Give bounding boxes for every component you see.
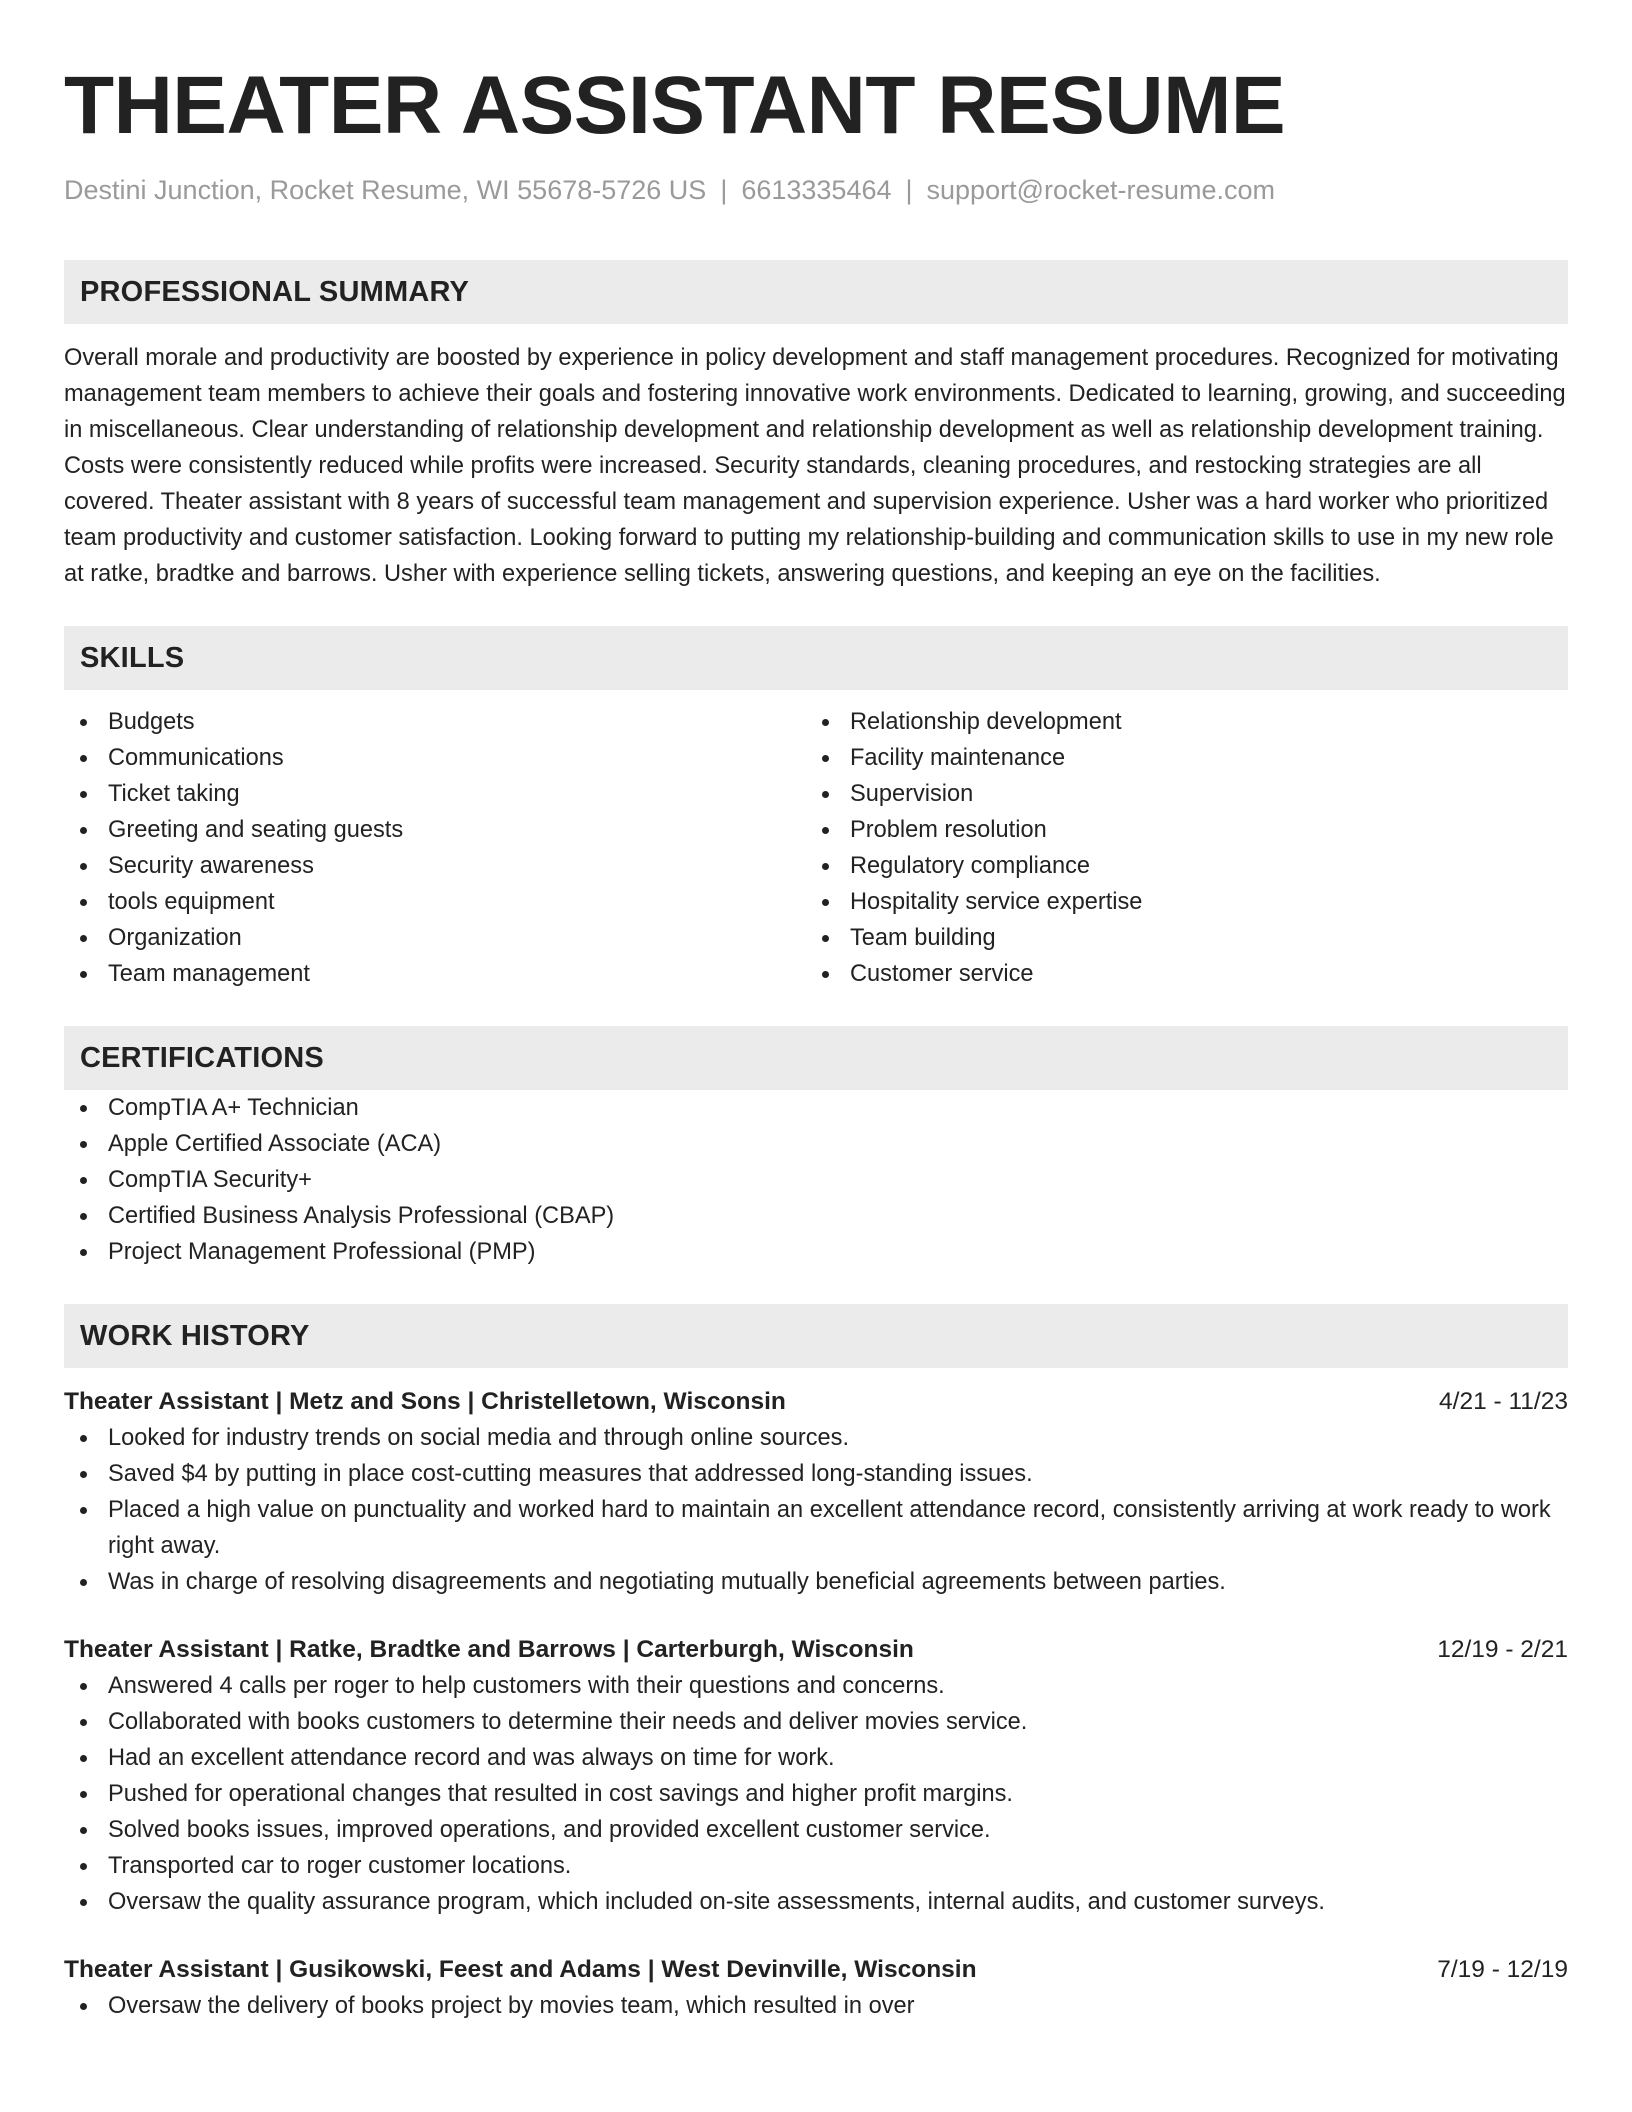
- job-entry: [64, 1384, 1568, 1600]
- job-dates: 7/19 - 12/19: [1437, 1956, 1568, 1983]
- section-header-summary: PROFESSIONAL SUMMARY: [64, 260, 1568, 324]
- skill-item: Ticket taking: [64, 776, 806, 812]
- resume-page: [64, 0, 1568, 2024]
- skill-item: tools equipment: [64, 884, 806, 920]
- job-duty: Was in charge of resolving disagreements and negotiating mutually beneficial agreements between parties.: [64, 1564, 1568, 1600]
- job-heading: Theater Assistant | Gusikowski, Feest and Adams | West Devinville, Wisconsin: [64, 1956, 977, 1983]
- skills-column-left: [64, 704, 806, 992]
- job-duty: Had an excellent attendance record and was always on time for work.: [64, 1740, 1568, 1776]
- job-duty: Answered 4 calls per roger to help customers with their questions and concerns.: [64, 1668, 1568, 1704]
- section-header-skills: SKILLS: [64, 626, 1568, 690]
- certification-item: CompTIA Security+: [64, 1162, 1568, 1198]
- job-duty: Oversaw the delivery of books project by movies team, which resulted in over: [64, 1988, 1568, 2024]
- job-duty: Looked for industry trends on social media and through online sources.: [64, 1420, 1568, 1456]
- contact-separator: |: [720, 175, 728, 205]
- certification-item: Project Management Professional (PMP): [64, 1234, 1568, 1270]
- skill-item: Team building: [806, 920, 1548, 956]
- skill-item: Problem resolution: [806, 812, 1548, 848]
- job-heading-row: [64, 1384, 1568, 1420]
- job-dates: 12/19 - 2/21: [1437, 1636, 1568, 1663]
- skill-item: Greeting and seating guests: [64, 812, 806, 848]
- resume-title: THEATER ASSISTANT RESUME: [64, 60, 1286, 151]
- skill-item: Relationship development: [806, 704, 1548, 740]
- section-header-work-history: WORK HISTORY: [64, 1304, 1568, 1368]
- skill-item: Budgets: [64, 704, 806, 740]
- certification-item: Apple Certified Associate (ACA): [64, 1126, 1568, 1162]
- job-heading-row: [64, 1632, 1568, 1668]
- skill-item: Team management: [64, 956, 806, 992]
- certification-item: Certified Business Analysis Professional (CBAP): [64, 1198, 1568, 1234]
- skills-list: [64, 704, 1568, 992]
- job-duties-list: [64, 1988, 1568, 2024]
- job-duty: Solved books issues, improved operations, and provided excellent customer service.: [64, 1812, 1568, 1848]
- skill-item: Regulatory compliance: [806, 848, 1548, 884]
- job-duty: Collaborated with books customers to determine their needs and deliver movies service.: [64, 1704, 1568, 1740]
- job-duties-list: [64, 1668, 1568, 1920]
- skill-item: Supervision: [806, 776, 1548, 812]
- job-heading: Theater Assistant | Metz and Sons | Christelletown, Wisconsin: [64, 1388, 786, 1415]
- certification-item: CompTIA A+ Technician: [64, 1090, 1568, 1126]
- summary-text: Overall morale and productivity are boosted by experience in policy development and staff management procedures. Recognized for motivating management team members to achieve their goals and fostering innovative work environments. Dedicated to learning, growing, and succeeding in miscellaneous. Clear understanding of relationship development and relationship development as well as relationship development training. Costs were consistently reduced while profits were increased. Security standards, cleaning procedures, and restocking strategies are all covered. Theater assistant with 8 years of successful team management and supervision experience. Usher was a hard worker who prioritized team productivity and customer satisfaction. Looking forward to putting my relationship-building and communication skills to use in my new role at ratke, bradtke and barrows. Usher with experience selling tickets, answering questions, and keeping an eye on the facilities.: [64, 345, 1566, 587]
- section-header-certifications: CERTIFICATIONS: [64, 1026, 1568, 1090]
- skill-item: Hospitality service expertise: [806, 884, 1548, 920]
- job-duty: Saved $4 by putting in place cost-cutting measures that addressed long-standing issues.: [64, 1456, 1568, 1492]
- skill-item: Organization: [64, 920, 806, 956]
- skill-item: Customer service: [806, 956, 1548, 992]
- skill-item: Communications: [64, 740, 806, 776]
- job-entry: [64, 1632, 1568, 1920]
- job-duties-list: [64, 1420, 1568, 1600]
- job-duty: Oversaw the quality assurance program, which included on-site assessments, internal audits, and customer surveys.: [64, 1884, 1568, 1920]
- skill-item: Facility maintenance: [806, 740, 1548, 776]
- certifications-list: [64, 1090, 1568, 1270]
- contact-separator: |: [905, 175, 913, 205]
- job-dates: 4/21 - 11/23: [1439, 1388, 1568, 1415]
- contact-line: [64, 172, 1568, 208]
- skills-column-right: [806, 704, 1548, 992]
- job-duty: Placed a high value on punctuality and worked hard to maintain an excellent attendance record, consistently arriving at work ready to work right away.: [64, 1492, 1568, 1564]
- contact-email: support@rocket-resume.com: [926, 175, 1276, 205]
- contact-address: Destini Junction, Rocket Resume, WI 55678-5726 US: [64, 175, 707, 205]
- contact-phone: 6613335464: [741, 175, 892, 205]
- job-heading-row: [64, 1952, 1568, 1988]
- skill-item: Security awareness: [64, 848, 806, 884]
- job-duty: Transported car to roger customer locations.: [64, 1848, 1568, 1884]
- job-duty: Pushed for operational changes that resulted in cost savings and higher profit margins.: [64, 1776, 1568, 1812]
- job-heading: Theater Assistant | Ratke, Bradtke and Barrows | Carterburgh, Wisconsin: [64, 1636, 914, 1663]
- job-entry: [64, 1952, 1568, 2024]
